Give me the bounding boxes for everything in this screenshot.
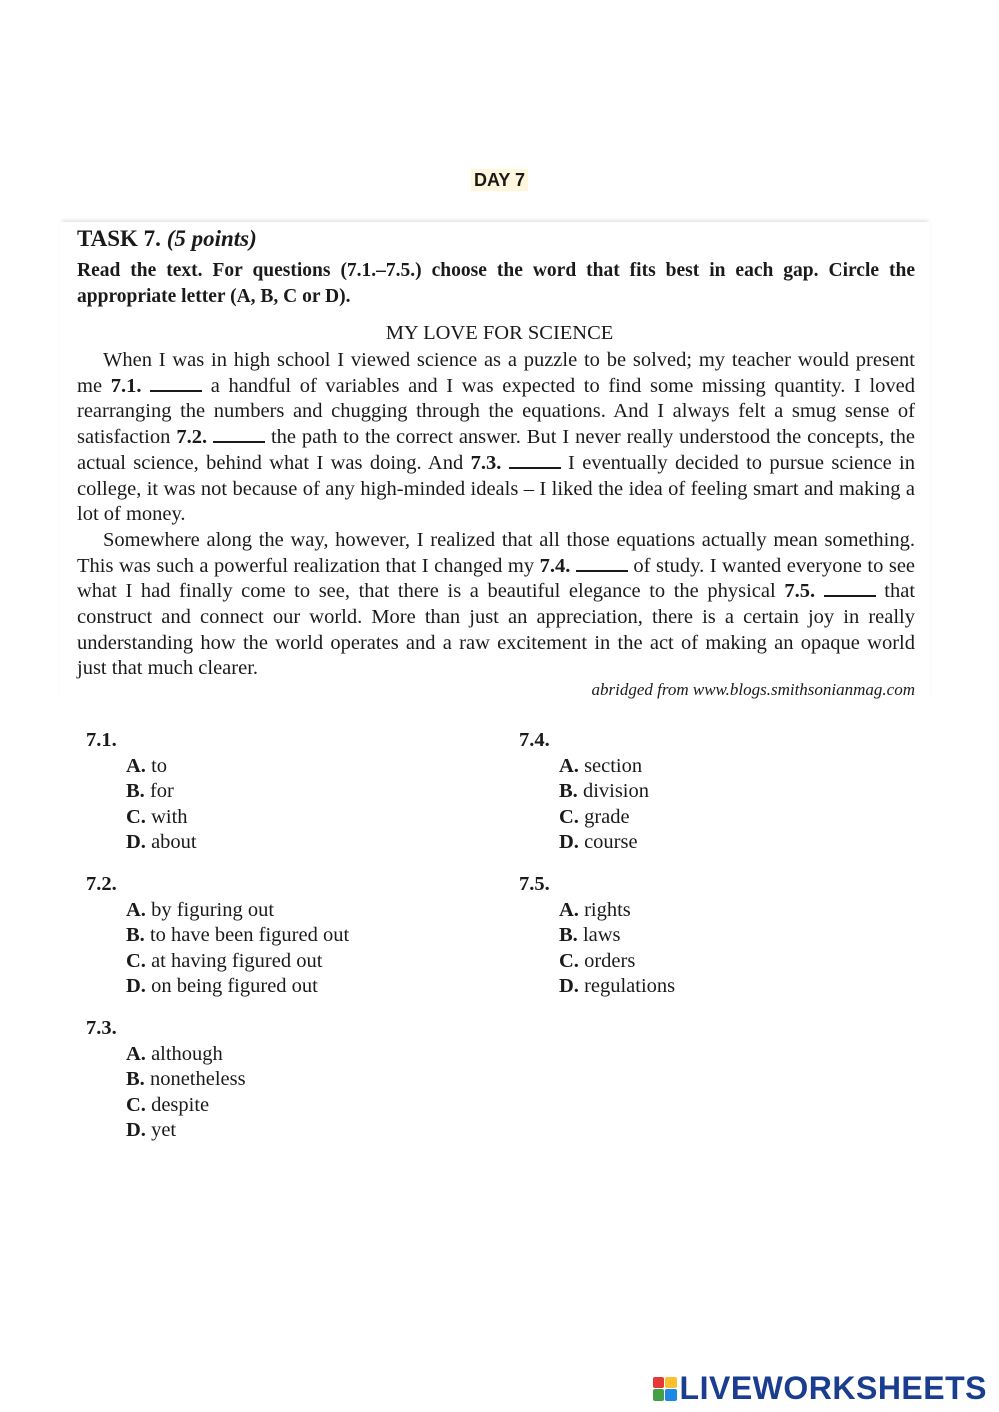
gap-label: 7.5.: [784, 580, 816, 603]
question-number: 7.4.: [519, 729, 550, 751]
option-c[interactable]: C. orders: [559, 949, 636, 972]
gap-blank: [576, 554, 628, 572]
gap-label: 7.3.: [470, 451, 502, 474]
gap-label: 7.4.: [539, 554, 571, 577]
option-a[interactable]: A. rights: [559, 898, 631, 921]
option-d[interactable]: D. regulations: [559, 975, 676, 998]
question-7-1: [86, 728, 197, 856]
task-points: (5 points): [166, 226, 257, 251]
liveworksheets-logo-icon: [653, 1377, 677, 1401]
question-number: 7.1.: [86, 729, 117, 751]
gap-label: 7.2.: [176, 426, 208, 449]
logo-square: [665, 1389, 677, 1401]
gap-blank: [213, 425, 265, 443]
task-instructions: Read the text. For questions (7.1.–7.5.) choose the word that fits best in each gap. Circle the appropriate letter (A, B, C or D).: [77, 260, 915, 307]
option-c[interactable]: C. with: [126, 805, 188, 828]
option-b[interactable]: B. for: [126, 780, 174, 803]
option-b[interactable]: B. to have been figured out: [126, 924, 350, 947]
liveworksheets-brand[interactable]: [653, 1370, 987, 1407]
logo-square: [653, 1389, 665, 1401]
reading-passage: [77, 348, 915, 682]
option-a[interactable]: A. to: [126, 754, 168, 777]
logo-square: [653, 1377, 665, 1389]
option-d[interactable]: D. course: [559, 831, 638, 854]
gap-blank: [824, 579, 876, 597]
option-b[interactable]: B. division: [559, 780, 650, 803]
option-b[interactable]: B. laws: [559, 924, 621, 947]
question-7-3: [86, 1016, 246, 1144]
brand-name: LIVEWORKSHEETS: [679, 1370, 987, 1406]
question-7-2: [86, 872, 349, 1000]
option-b[interactable]: B. nonetheless: [126, 1068, 246, 1091]
option-a[interactable]: A. section: [559, 754, 643, 777]
question-number: 7.5.: [519, 873, 550, 895]
task-heading: [77, 226, 257, 252]
option-a[interactable]: A. by figuring out: [126, 898, 275, 921]
text-title: MY LOVE FOR SCIENCE: [385, 322, 614, 344]
question-number: 7.2.: [86, 873, 117, 895]
gap-blank: [509, 451, 561, 469]
paragraph-2: Somewhere along the way, however, I realized that all those equations actually mean something. This was such a powerful realization that I changed my 7.4. of study. I wanted everyone to see what I had finally come to see, that there is a beautiful elegance to the physical 7.5. that construct and connect our world. More than just an appreciation, there is a certain joy in really understanding how the world operates and a raw excitement in the act of making an opaque world just that much clearer.: [77, 528, 916, 680]
option-c[interactable]: C. grade: [559, 805, 630, 828]
option-d[interactable]: D. yet: [126, 1119, 177, 1142]
question-7-4: [519, 728, 649, 856]
question-7-5: [519, 872, 675, 1000]
option-a[interactable]: A. although: [126, 1042, 223, 1065]
option-c[interactable]: C. despite: [126, 1093, 210, 1116]
task-label: TASK 7.: [77, 226, 161, 251]
logo-square: [665, 1377, 677, 1389]
gap-label: 7.1.: [110, 374, 142, 397]
day-title: DAY 7: [471, 169, 528, 191]
day-label: [0, 170, 999, 191]
source-citation: abridged from www.blogs.smithsonianmag.com: [591, 680, 915, 699]
question-number: 7.3.: [86, 1017, 117, 1039]
option-c[interactable]: C. at having figured out: [126, 949, 323, 972]
option-d[interactable]: D. on being figured out: [126, 975, 318, 998]
option-d[interactable]: D. about: [126, 831, 197, 854]
gap-blank: [150, 374, 202, 392]
paragraph-1: When I was in high school I viewed science as a puzzle to be solved; my teacher would present me 7.1. a handful of variables and I was expected to find some missing quantity. I loved rearranging the numbers and chugging through the equations. And I always felt a smug sense of satisfaction 7.2. the path to the correct answer. But I never really understood the concepts, the actual science, behind what I was doing. And 7.3. I eventually decided to pursue science in college, it was not because of any high-minded ideals – I liked the idea of feeling smart and making a lot of money.: [77, 349, 916, 526]
